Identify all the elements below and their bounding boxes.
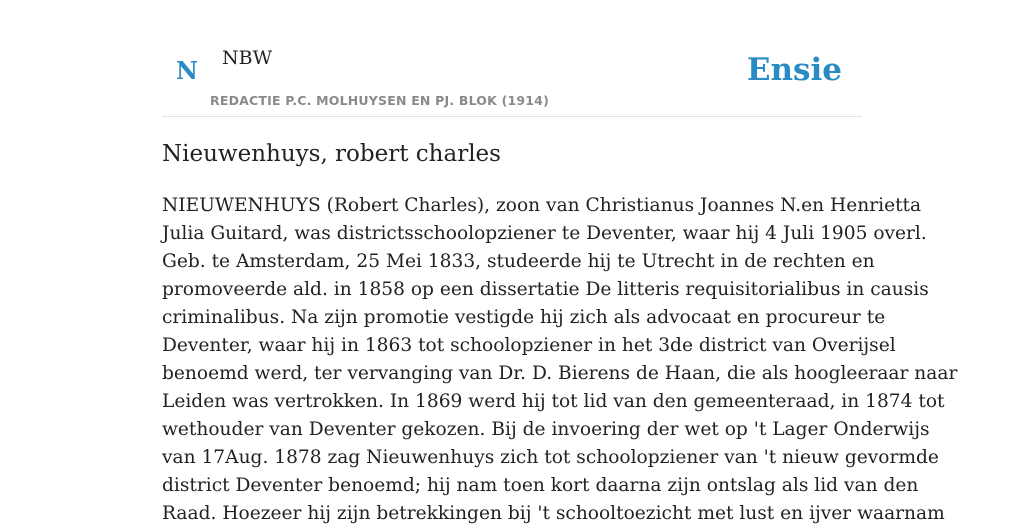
brand-logo[interactable]: Ensie — [746, 52, 842, 88]
article-text-line: benoemd werd, ter vervanging van Dr. D. Bierens de Haan, die als hoogleeraar naar — [162, 363, 958, 384]
article-text-line: Deventer, waar hij in 1863 tot schoolopziener in het 3de district van Overijsel — [162, 335, 896, 356]
article-text-line: Leiden was vertrokken. In 1869 werd hij tot lid van den gemeenteraad, in 1874 tot — [162, 391, 945, 412]
source-subtitle: REDACTIE P.C. MOLHUYSEN EN PJ. BLOK (1914) — [210, 93, 549, 108]
article-text-line: Julia Guitard, was districtsschoolopziener te Deventer, waar hij 4 Juli 1905 overl. — [162, 223, 927, 244]
article-text-line: Raad. Hoezeer hij zijn betrekkingen bij 't schooltoezicht met lust en ijver waarnam — [162, 503, 945, 524]
source-title[interactable]: NBW — [222, 47, 273, 69]
article-text-line: NIEUWENHUYS (Robert Charles), zoon van Christianus Joannes N.en Henrietta — [162, 195, 922, 216]
article-text-line: van 17Aug. 1878 zag Nieuwenhuys zich tot schoolopziener van 't nieuw gevormde — [162, 447, 939, 468]
article-text-line: district Deventer benoemd; hij nam toen kort daarna zijn ontslag als lid van den — [162, 475, 919, 496]
article-text-line: promoveerde ald. in 1858 op een dissertatie De litteris requisitorialibus in causis — [162, 279, 929, 300]
article-text-line: criminalibus. Na zijn promotie vestigde hij zich als advocaat en procureur te — [162, 307, 886, 328]
source-header — [162, 0, 862, 117]
article-text-line: wethouder van Deventer gekozen. Bij de invoering der wet op 't Lager Onderwijs — [162, 419, 930, 440]
article-text-line: Geb. te Amsterdam, 25 Mei 1833, studeerde hij te Utrecht in de rechten en — [162, 251, 875, 272]
article-body — [162, 192, 958, 528]
article-title: Nieuwenhuys, robert charles — [162, 141, 501, 167]
source-logo[interactable]: N — [176, 56, 198, 85]
